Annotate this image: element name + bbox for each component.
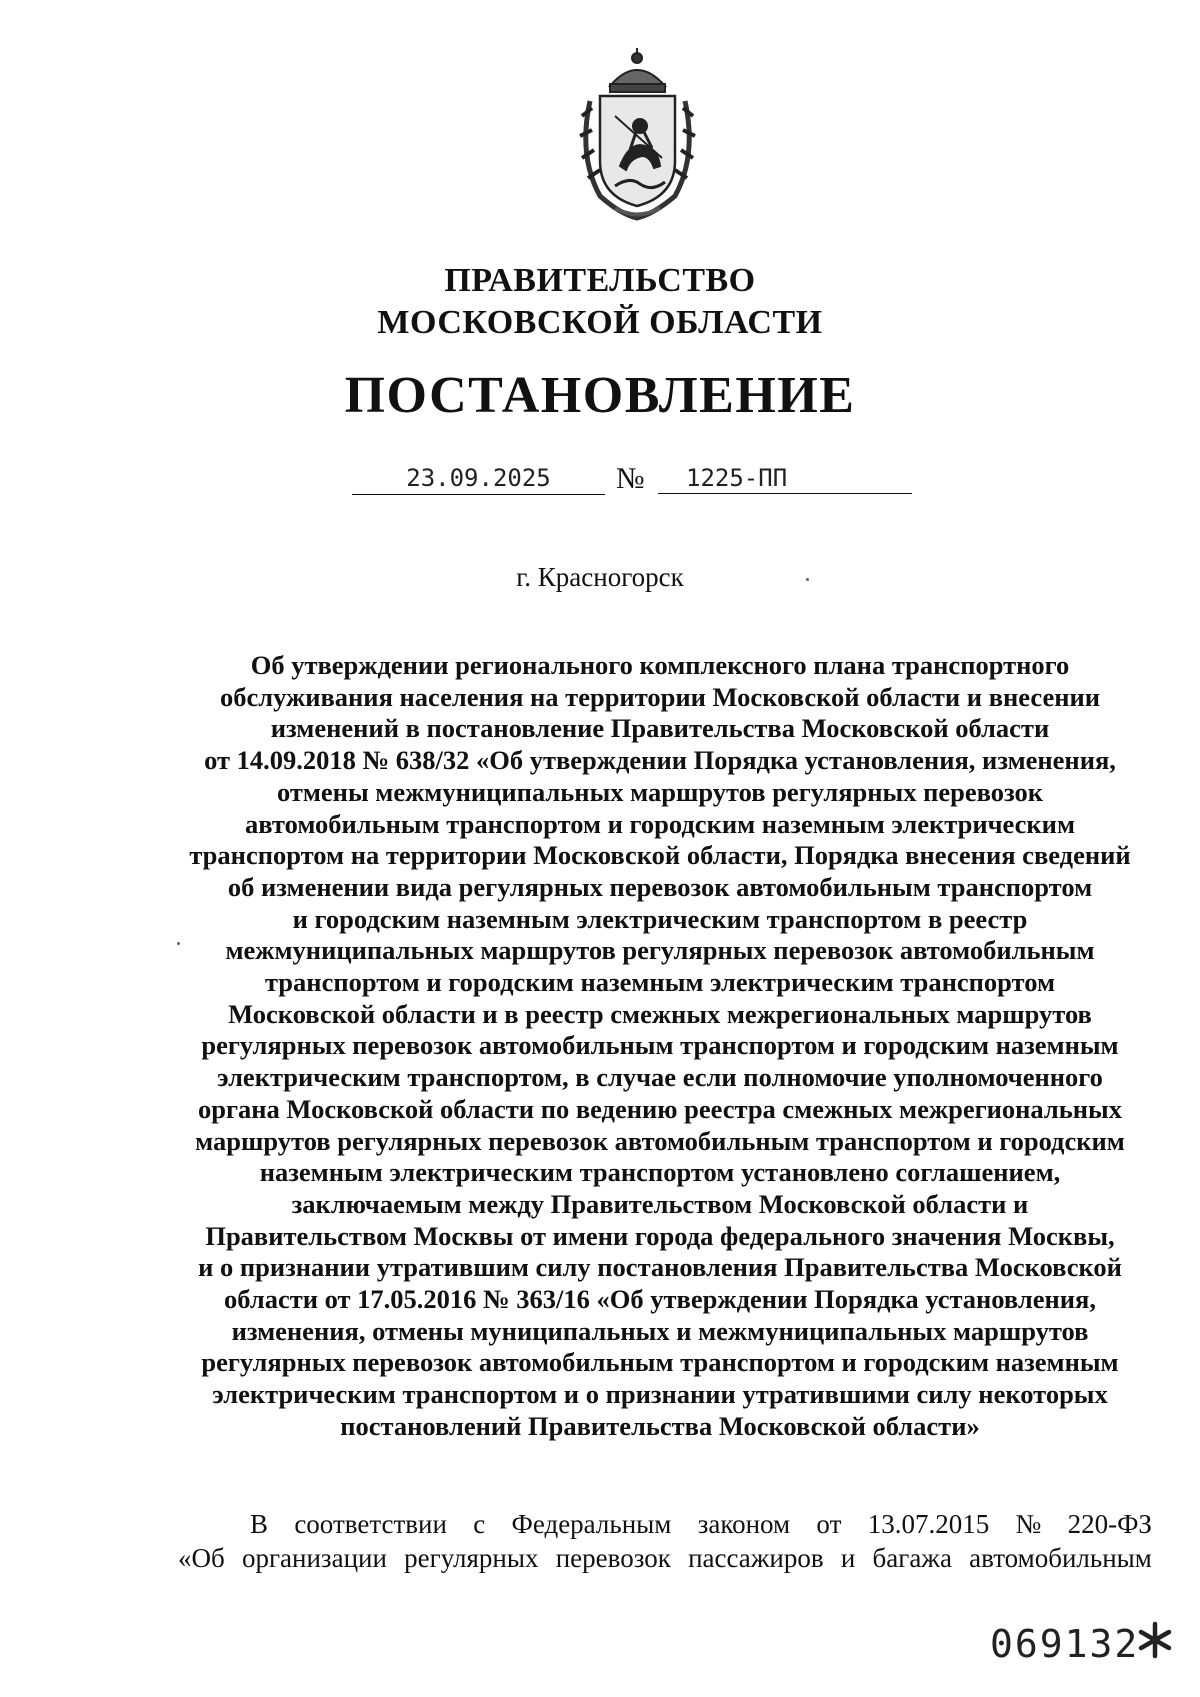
form-serial-number: 069132	[990, 1622, 1140, 1666]
subject-line: от 14.09.2018 № 638/32 «Об утверждении Порядка установления, изменения,	[204, 745, 1116, 776]
body-word: багажа	[872, 1543, 952, 1573]
body-word: с	[473, 1509, 486, 1539]
subject-line: изменений в постановление Правительства Московской области	[270, 713, 1050, 744]
subject-line: Правительством Москвы от имени города федерального значения Москвы,	[205, 1220, 1115, 1251]
body-word: законом	[697, 1509, 791, 1539]
moscow-oblast-coat-of-arms-icon	[570, 46, 705, 221]
body-word: В	[250, 1509, 269, 1539]
subject-line: автомобильным транспортом и городским наземным электрическим	[245, 808, 1075, 839]
asterisk-icon	[1135, 1620, 1175, 1660]
document-date: 23.09.2025	[352, 464, 605, 495]
body-line-1	[178, 1507, 1152, 1541]
body-word: и	[840, 1543, 856, 1573]
subject-line: Московской области и в реестр смежных межрегиональных маршрутов	[228, 998, 1092, 1029]
city-name: г. Красногорск	[516, 562, 684, 592]
subject-line: и о признании утратившим силу постановления Правительства Московской	[198, 1252, 1122, 1283]
subject-line: обслуживания населения на территории Московской области и внесении	[219, 681, 1101, 712]
subject-line: наземным электрическим транспортом установлено соглашением,	[259, 1157, 1061, 1188]
registration-line	[352, 458, 912, 502]
body-word: 220-ФЗ	[1067, 1509, 1152, 1539]
body-word: перевозок	[555, 1543, 671, 1573]
subject-line: об изменении вида регулярных перевозок автомобильным транспортом	[227, 871, 1093, 902]
subject-line: области от 17.05.2016 № 363/16 «Об утверждении Порядка установления,	[224, 1284, 1096, 1315]
body-word: от	[816, 1509, 842, 1539]
subject-line: изменения, отмены муниципальных и межмуниципальных маршрутов	[231, 1315, 1089, 1346]
number-sign: №	[616, 462, 645, 495]
subject-line: транспортом и городским наземным электрическим транспортом	[264, 967, 1056, 998]
scan-speck	[806, 578, 809, 581]
document-subject	[160, 650, 1160, 1443]
subject-line: отмены межмуниципальных маршрутов регулярных перевозок	[276, 776, 1044, 807]
subject-line: Об утверждении регионального комплексного плана транспортного	[250, 650, 1070, 680]
subject-line: и городским наземным электрическим транспортом в реестр	[292, 903, 1028, 934]
scan-speck	[177, 942, 180, 945]
document-number: 1225-ПП	[658, 464, 912, 494]
body-word: соответствии	[294, 1509, 447, 1539]
body-word: пассажиров	[688, 1543, 824, 1573]
body-paragraph	[178, 1507, 1152, 1575]
subject-line: электрическим транспортом и о признании утратившими силу некоторых	[212, 1379, 1108, 1410]
body-word: Федеральным	[511, 1509, 672, 1539]
subject-line: органа Московской области по ведению реестра смежных межрегиональных	[198, 1093, 1122, 1124]
org-line-1: ПРАВИТЕЛЬСТВО	[444, 262, 756, 299]
body-line-2	[178, 1541, 1152, 1575]
subject-line: заключаемым между Правительством Московской области и	[291, 1188, 1029, 1219]
organization-name	[0, 260, 1200, 344]
subject-line: маршрутов регулярных перевозок автомобильным транспортом и городским	[195, 1125, 1125, 1156]
body-word: «Об	[178, 1543, 225, 1573]
subject-line: регулярных перевозок автомобильным транспортом и городским наземным	[201, 1347, 1119, 1378]
body-word: организации	[241, 1543, 387, 1573]
body-word: регулярных	[404, 1543, 539, 1573]
body-word: 13.07.2015	[867, 1509, 990, 1539]
subject-line: электрическим транспортом, в случае если полномочие уполномоченного	[217, 1062, 1103, 1093]
subject-line: транспортом на территории Московской области, Порядка внесения сведений	[189, 840, 1131, 871]
document-type-title: ПОСТАНОВЛЕНИЕ	[344, 367, 856, 424]
org-line-2: МОСКОВСКОЙ ОБЛАСТИ	[377, 304, 823, 341]
body-word: №	[1015, 1509, 1042, 1539]
subject-line: постановлений Правительства Московской области»	[340, 1410, 980, 1441]
subject-line: межмуниципальных маршрутов регулярных перевозок автомобильным	[225, 935, 1095, 966]
subject-line: регулярных перевозок автомобильным транспортом и городским наземным	[201, 1030, 1119, 1061]
body-word: автомобильным	[969, 1543, 1152, 1573]
